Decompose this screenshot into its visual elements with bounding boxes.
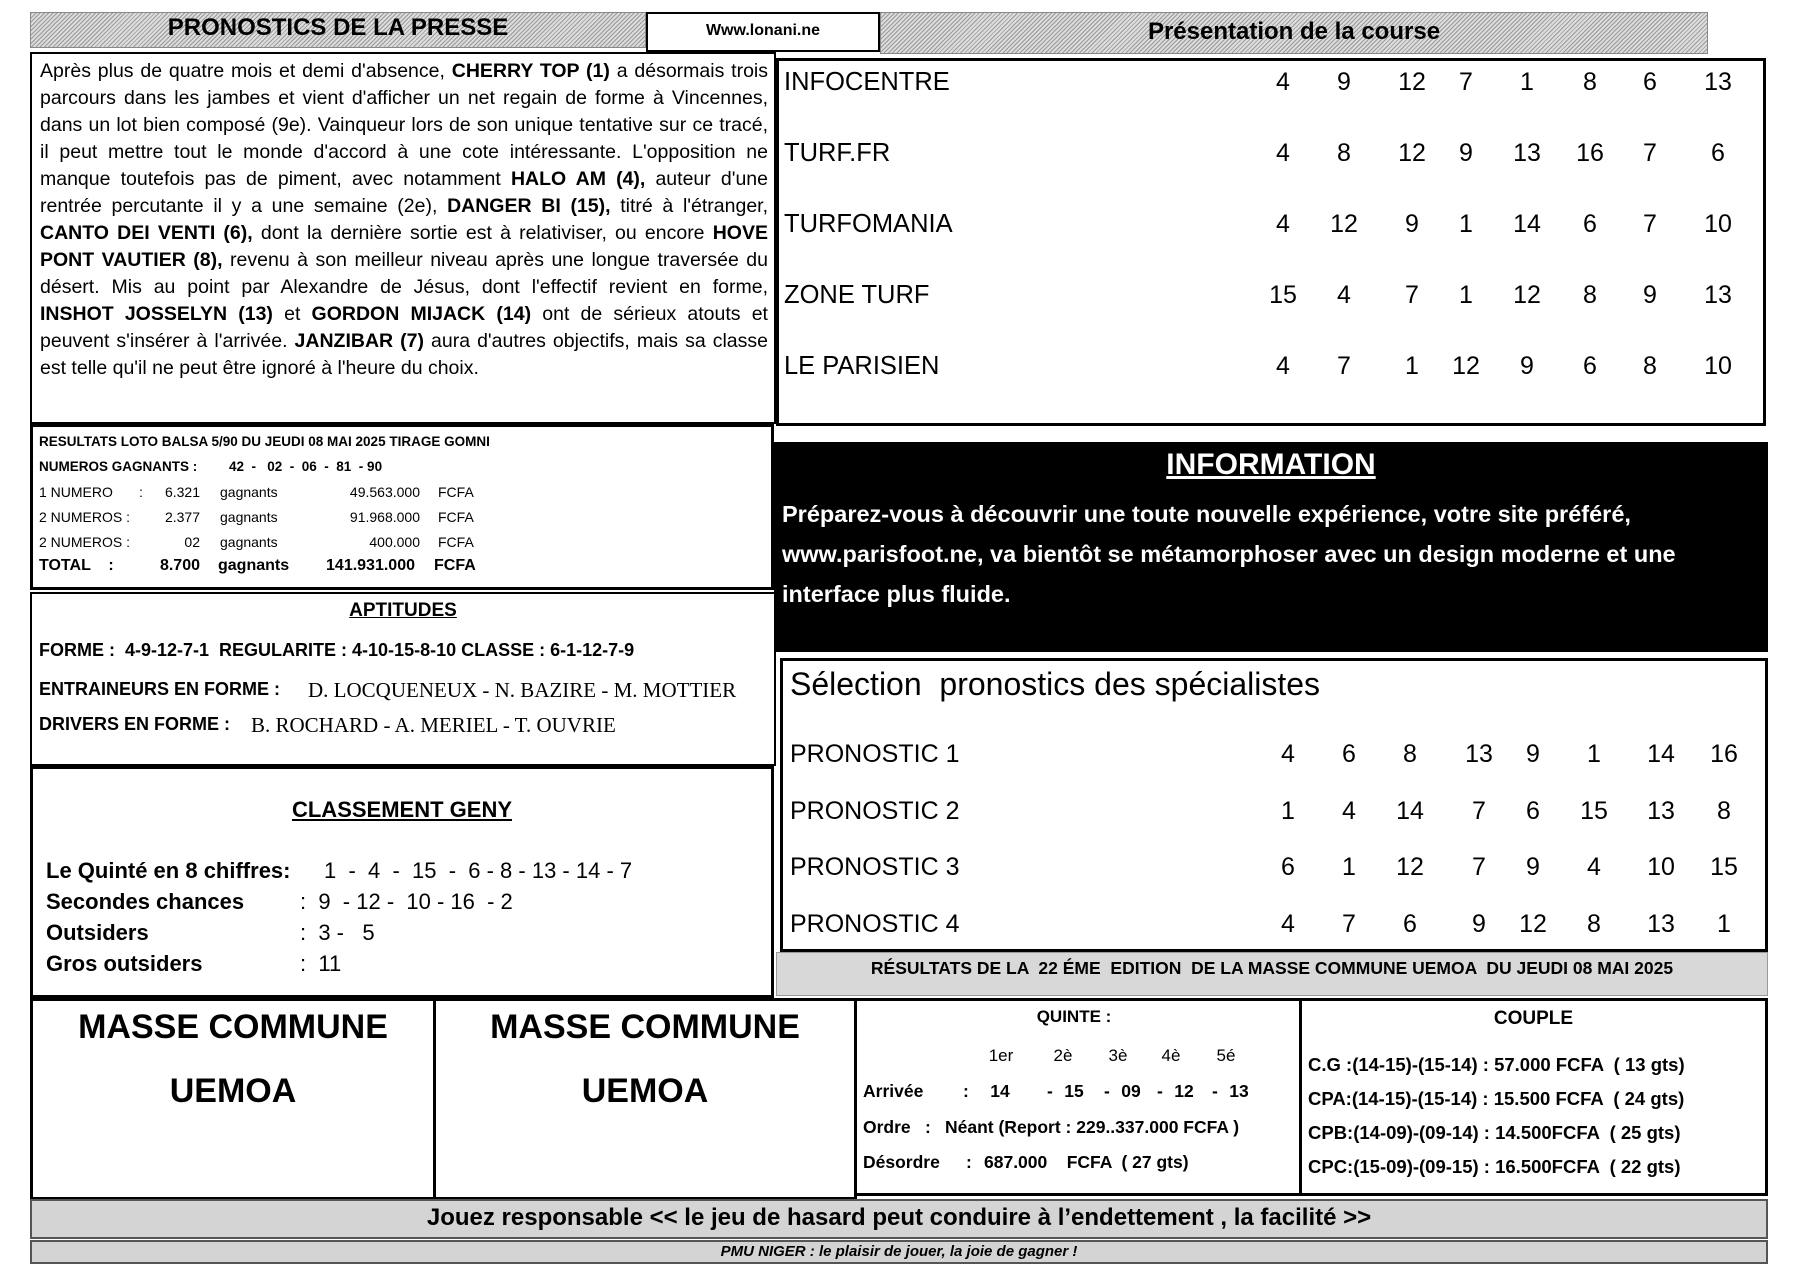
loto-row-label: 1 NUMERO: [39, 484, 113, 500]
geny-row-value: : 3 - 5: [300, 920, 375, 945]
article-segment: et: [272, 303, 312, 325]
arrivee-label: Arrivée: [863, 1081, 924, 1101]
press-tip-source: TURFOMANIA: [784, 210, 953, 238]
couple-title: COUPLE: [1493, 1008, 1574, 1029]
article-segment: aura d'autres objectifs, mais sa classe est telle qu'il ne peut être ignoré à l'heure du choix.: [40, 330, 768, 379]
ordre-sep: :: [925, 1117, 931, 1137]
specialist-number: 6: [1403, 909, 1417, 938]
loto-row-count: 02: [184, 534, 200, 550]
responsible-text: Jouez responsable << le jeu de hasard peut conduire à l’endettement , la facilité >>: [426, 1204, 1372, 1231]
results-banner-text: RÉSULTATS DE LA 22 ÉME EDITION DE LA MASSE COMMUNE UEMOA DU JEUDI 08 MAI 2025: [870, 958, 1674, 978]
article-segment: ont de sérieux atouts et peuvent s'insérer à l'arrivée.: [40, 303, 768, 352]
article-segment: auteur d'une rentrée percutante il y a une semaine (2e),: [40, 168, 768, 217]
quinte-place-label: 3è: [1108, 1046, 1128, 1065]
ordre-value: Néant (Report : 229..337.000 FCFA ): [945, 1117, 1240, 1137]
specialist-number: 7: [1472, 853, 1486, 881]
specialist-number: 4: [1281, 909, 1295, 938]
specialist-number: 1: [1717, 909, 1731, 938]
press-tip-number: 1: [1520, 68, 1534, 96]
arrivee-number: 12: [1174, 1081, 1194, 1101]
specialist-row-label: PRONOSTIC 2: [790, 796, 960, 825]
arrivee-number: 13: [1229, 1081, 1249, 1101]
arrivee-dash: -: [1212, 1081, 1218, 1101]
geny-row-value: 1 - 4 - 15 - 6 - 8 - 13 - 14 - 7: [324, 858, 633, 883]
loto-row-currency: FCFA: [438, 509, 474, 525]
press-tip-number: 10: [1704, 210, 1732, 238]
arrivee-number: 15: [1064, 1081, 1084, 1101]
slogan-text: PMU NIGER : le plaisir de jouer, la joie de gagner !: [720, 1243, 1078, 1260]
geny-row-label: Le Quinté en 8 chiffres:: [46, 858, 291, 883]
ordre-label: Ordre: [863, 1117, 911, 1137]
press-tip-number: 12: [1398, 68, 1426, 96]
loto-row-count: 6.321: [164, 484, 200, 500]
masse-box-1-line2: UEMOA: [169, 1072, 297, 1110]
article-segment: a désormais trois parcours dans les jambes et vient d'afficher un net regain de forme à Vincennes, dans un lot bien composé (9e). Vainqueur lors de son unique tentative sur ce tracé, il peut mettre tout le monde d'accord à une cote intéressante. L'opposition ne manque toutefois pas de piment, avec notamment: [40, 60, 768, 190]
specialists-title: Sélection pronostics des spécialistes: [790, 666, 1321, 702]
arrivee-dash: -: [1047, 1081, 1053, 1101]
arrivee-sep: :: [963, 1081, 969, 1101]
press-tip-number: 9: [1643, 281, 1657, 309]
drivers-names: B. ROCHARD - A. MERIEL - T. OUVRIE: [251, 713, 616, 737]
arrivee-number: 14: [990, 1081, 1010, 1101]
quinte-place-label: 5é: [1216, 1046, 1236, 1065]
specialist-row-label: PRONOSTIC 3: [790, 853, 960, 881]
specialist-row-label: PRONOSTIC 4: [790, 909, 960, 938]
article-segment: INSHOT JOSSELYN (13): [40, 303, 273, 325]
specialist-number: 1: [1342, 853, 1356, 881]
loto-row-currency: FCFA: [438, 484, 474, 500]
specialist-number: 6: [1526, 796, 1540, 825]
press-tip-number: 9: [1459, 139, 1473, 167]
press-tip-number: 13: [1704, 281, 1732, 309]
loto-row-amount: 400.000: [369, 534, 420, 550]
specialist-number: 4: [1342, 796, 1356, 825]
geny-title: CLASSEMENT GENY: [291, 797, 513, 822]
press-tip-number: 7: [1459, 68, 1473, 96]
article-segment: CANTO DEI VENTI (6),: [40, 222, 253, 244]
article-segment: revenu à son meilleur niveau après une longue traversée du désert. Mis au point par Alexandre de Jésus, dont l'effectif revient en forme,: [40, 249, 768, 298]
press-tip-number: 7: [1405, 281, 1419, 309]
specialist-number: 6: [1342, 740, 1356, 768]
press-tip-number: 12: [1513, 281, 1541, 309]
article-segment: GORDON MIJACK (14): [311, 303, 532, 325]
loto-row-sep: :: [139, 484, 143, 500]
desordre-value: 687.000 FCFA ( 27 gts): [984, 1152, 1189, 1172]
information-text: Préparez-vous à découvrir une toute nouvelle expérience, votre site préféré, www.parisfoot.ne, va bientôt se métamorphoser avec un design moderne et une interface plus fluide.: [782, 501, 1676, 607]
press-tip-number: 6: [1711, 139, 1725, 167]
article-segment: Après plus de quatre mois et demi d'absence,: [40, 60, 452, 82]
specialist-number: 12: [1396, 853, 1424, 881]
press-tip-number: 4: [1276, 210, 1290, 238]
loto-row-currency: FCFA: [438, 534, 474, 550]
press-tip-number: 16: [1576, 139, 1604, 167]
specialist-number: 16: [1710, 740, 1738, 768]
press-tip-number: 8: [1643, 352, 1657, 380]
specialist-number: 7: [1342, 909, 1356, 938]
specialist-number: 9: [1526, 740, 1540, 768]
loto-row-label: 2 NUMEROS :: [39, 534, 131, 550]
specialist-number: 10: [1647, 853, 1675, 881]
desordre-label: Désordre: [863, 1152, 940, 1172]
specialist-number: 15: [1710, 853, 1738, 881]
press-tip-number: 7: [1337, 352, 1351, 380]
arrivee-number: 09: [1121, 1081, 1141, 1101]
quinte-place-label: 1er: [988, 1046, 1014, 1065]
loto-winning-label: NUMEROS GAGNANTS :: [39, 459, 198, 474]
press-tip-number: 13: [1513, 139, 1541, 167]
specialist-row-label: PRONOSTIC 1: [790, 740, 960, 768]
loto-row-count: 2.377: [164, 509, 200, 525]
specialist-number: 13: [1647, 796, 1675, 825]
article-segment: JANZIBAR (7): [294, 330, 424, 352]
article-segment: HALO AM (4),: [510, 168, 646, 190]
press-tip-number: 13: [1704, 68, 1732, 96]
loto-total-count: 8.700: [159, 557, 200, 574]
press-tip-number: 4: [1276, 68, 1290, 96]
arrivee-dash: -: [1157, 1081, 1163, 1101]
aptitudes-title: APTITUDES: [349, 600, 457, 621]
article-segment: titré à l'étranger,: [610, 195, 768, 217]
article-segment: HOVE PONT VAUTIER (8),: [40, 222, 768, 271]
masse-box-1-line1: MASSE COMMUNE: [78, 1008, 388, 1046]
loto-total-word: gagnants: [218, 557, 290, 574]
loto-row-word: gagnants: [220, 484, 278, 500]
press-tip-number: 4: [1276, 352, 1290, 380]
loto-row-word: gagnants: [220, 509, 278, 525]
aptitudes-forme: FORME : 4-9-12-7-1 REGULARITE : 4-10-15-8-10 CLASSE : 6-1-12-7-9: [39, 640, 635, 660]
specialist-number: 4: [1281, 740, 1295, 768]
loto-row-label: 2 NUMEROS :: [39, 509, 131, 525]
trainers-label: ENTRAINEURS EN FORME :: [39, 679, 281, 699]
information-title: INFORMATION: [1166, 448, 1376, 481]
couple-line: CPC:(15-09)-(09-15) : 16.500FCFA ( 22 gts): [1308, 1156, 1681, 1177]
article-segment: DANGER BI (15),: [447, 195, 611, 217]
masse-box-2-line2: UEMOA: [581, 1072, 709, 1110]
specialist-number: 14: [1396, 796, 1424, 825]
press-tip-number: 7: [1643, 210, 1657, 238]
geny-row-label: Secondes chances: [46, 889, 245, 914]
press-tip-number: 6: [1643, 68, 1657, 96]
quinte-place-label: 2è: [1053, 1046, 1073, 1065]
specialist-number: 14: [1647, 740, 1675, 768]
quinte-title: QUINTE :: [1036, 1007, 1112, 1026]
specialist-number: 1: [1281, 796, 1295, 825]
geny-row-value: : 9 - 12 - 10 - 16 - 2: [300, 889, 513, 914]
loto-total-amount: 141.931.000: [326, 557, 415, 574]
loto-title: RESULTATS LOTO BALSA 5/90 DU JEUDI 08 MAI 2025 TIRAGE GOMNI: [39, 434, 490, 449]
press-tip-number: 15: [1269, 281, 1297, 309]
specialist-number: 4: [1587, 853, 1601, 881]
article-segment: CHERRY TOP (1): [451, 60, 610, 82]
specialist-number: 8: [1403, 740, 1417, 768]
site-link[interactable]: Www.lonani.ne: [646, 12, 880, 52]
specialist-number: 12: [1519, 909, 1547, 938]
press-tip-number: 8: [1583, 281, 1597, 309]
quinte-place-label: 4è: [1161, 1046, 1181, 1065]
couple-line: CPB:(14-09)-(09-14) : 14.500FCFA ( 25 gts): [1308, 1122, 1681, 1143]
loto-row-amount: 91.968.000: [349, 509, 420, 525]
specialist-number: 6: [1281, 853, 1295, 881]
loto-total-currency: FCFA: [434, 557, 476, 574]
specialist-number: 13: [1465, 740, 1493, 768]
press-article-text: [40, 58, 768, 382]
press-tip-number: 9: [1405, 210, 1419, 238]
press-tip-number: 4: [1337, 281, 1351, 309]
loto-total-label: TOTAL :: [39, 557, 114, 574]
specialist-number: 15: [1580, 796, 1608, 825]
masse-box-2-line1: MASSE COMMUNE: [490, 1008, 800, 1046]
specialist-number: 1: [1587, 740, 1601, 768]
press-tip-number: 6: [1583, 210, 1597, 238]
couple-line: CPA:(14-15)-(15-14) : 15.500 FCFA ( 24 gts): [1308, 1088, 1685, 1109]
couple-line: C.G :(14-15)-(15-14) : 57.000 FCFA ( 13 gts): [1308, 1054, 1685, 1075]
drivers-label: DRIVERS EN FORME :: [39, 714, 231, 734]
press-header-title: PRONOSTICS DE LA PRESSE: [167, 14, 509, 41]
press-tip-number: 1: [1405, 352, 1419, 380]
press-tip-number: 6: [1583, 352, 1597, 380]
press-tip-source: LE PARISIEN: [784, 352, 940, 380]
article-segment: dont la dernière sortie est à relativiser, ou encore: [252, 222, 713, 244]
loto-row-amount: 49.563.000: [349, 484, 420, 500]
specialist-number: 7: [1472, 796, 1486, 825]
press-tip-number: 4: [1276, 139, 1290, 167]
geny-row-label: Outsiders: [46, 920, 149, 945]
specialist-number: 13: [1647, 909, 1675, 938]
press-tip-number: 10: [1704, 352, 1732, 380]
press-tip-source: TURF.FR: [784, 139, 891, 167]
press-tip-source: ZONE TURF: [784, 281, 930, 309]
specialist-number: 8: [1717, 796, 1731, 825]
press-tip-number: 14: [1513, 210, 1541, 238]
loto-row-word: gagnants: [220, 534, 278, 550]
specialist-number: 9: [1526, 853, 1540, 881]
loto-winning-numbers: 42 - 02 - 06 - 81 - 90: [229, 459, 383, 474]
press-tip-number: 9: [1520, 352, 1534, 380]
press-tip-number: 12: [1452, 352, 1480, 380]
press-tip-number: 8: [1337, 139, 1351, 167]
press-tip-number: 7: [1643, 139, 1657, 167]
specialist-number: 8: [1587, 909, 1601, 938]
press-tip-number: 1: [1459, 281, 1473, 309]
geny-row-value: : 11: [300, 951, 342, 976]
specialist-number: 9: [1472, 909, 1486, 938]
press-tip-number: 12: [1398, 139, 1426, 167]
press-tip-number: 1: [1459, 210, 1473, 238]
press-tip-number: 8: [1583, 68, 1597, 96]
desordre-sep: :: [966, 1152, 972, 1172]
trainers-names: D. LOCQUENEUX - N. BAZIRE - M. MOTTIER: [308, 678, 737, 702]
press-tip-source: INFOCENTRE: [784, 68, 950, 96]
course-header-title: Présentation de la course: [1147, 18, 1441, 45]
press-tip-number: 9: [1337, 68, 1351, 96]
arrivee-dash: -: [1104, 1081, 1110, 1101]
press-tip-number: 12: [1330, 210, 1358, 238]
geny-row-label: Gros outsiders: [46, 951, 203, 976]
